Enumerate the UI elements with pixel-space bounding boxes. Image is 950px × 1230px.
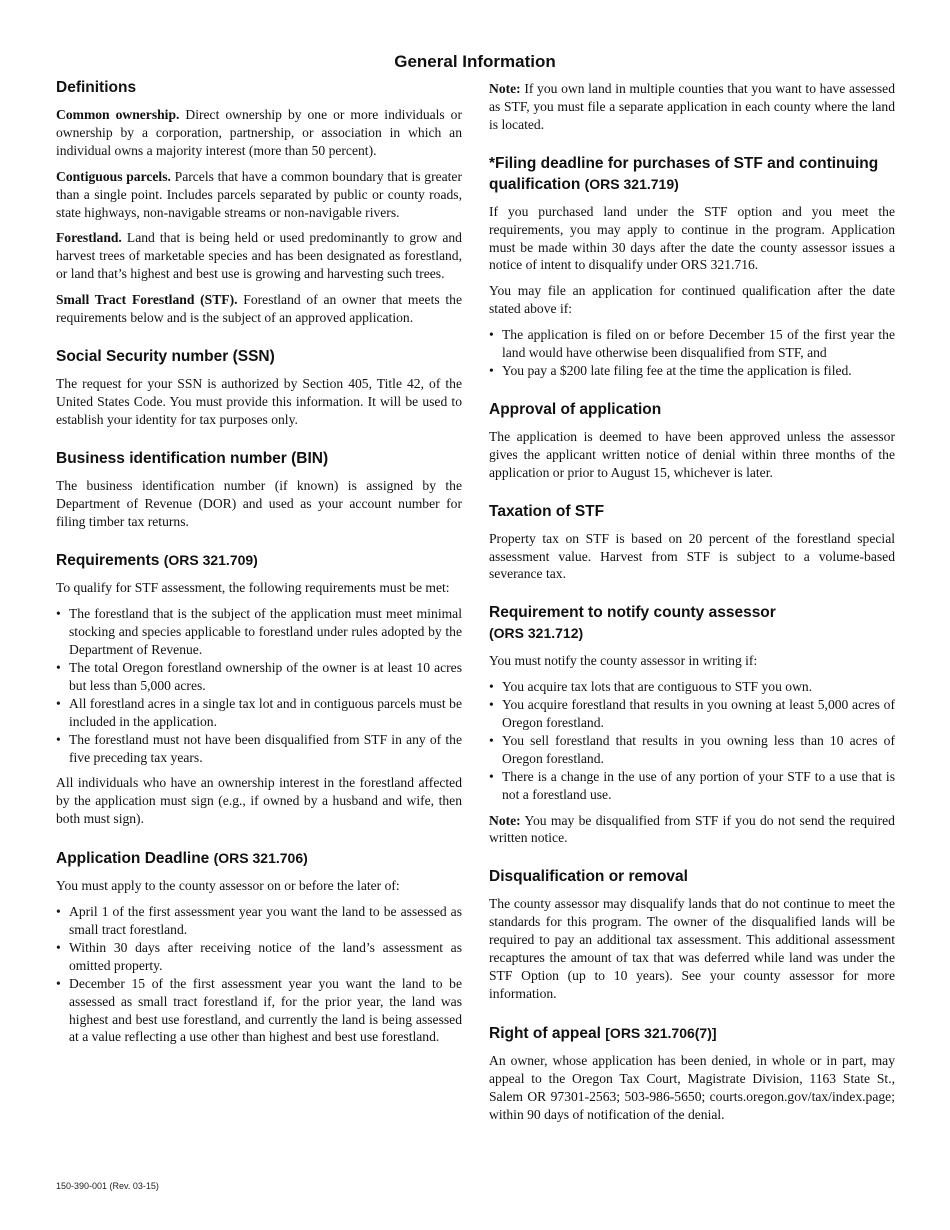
list-item: • April 1 of the first assessment year you want the land to be assessed as small tract forestland.	[56, 903, 462, 939]
statute-reference: [ORS 321.706(7)]	[605, 1024, 717, 1041]
heading-text: Requirement to notify county assessor	[489, 604, 776, 622]
requirements-heading	[56, 550, 462, 571]
list-item: • You acquire tax lots that are contiguous to STF you own.	[489, 678, 895, 696]
appeal-heading	[489, 1023, 895, 1044]
approval-text: The application is deemed to have been approved unless the assessor gives the applicant written notice of denial within three months of the application or prior to August 15, whichever is later.	[489, 428, 895, 480]
disqualification-section	[489, 867, 895, 1002]
definition-term: Small Tract Forestland (STF).	[56, 292, 238, 308]
filing-list	[489, 326, 895, 380]
definition-term: Forestland.	[56, 230, 122, 246]
notify-list	[489, 678, 895, 803]
list-item: • You sell forestland that results in you owning less than 10 acres of Oregon forestland.	[489, 732, 895, 768]
deadline-heading	[56, 848, 462, 869]
ssn-heading: Social Security number (SSN)	[56, 347, 275, 365]
ssn-section	[56, 347, 462, 429]
list-item: • You acquire forestland that results in you owning at least 5,000 acres of Oregon forestland.	[489, 696, 895, 732]
definitions-heading: Definitions	[56, 79, 137, 96]
form-number-footer: 150-390-001 (Rev. 03-15)	[56, 1181, 159, 1191]
statute-reference: (ORS 321.719)	[584, 175, 679, 192]
filing-heading	[489, 154, 895, 195]
heading-text: Application Deadline	[56, 850, 210, 868]
bin-text: The business identification number (if known) is assigned by the Department of Revenue (DOR) and used as your account number for filing timber tax returns.	[56, 477, 462, 529]
page-title: General Information	[394, 52, 556, 71]
taxation-heading: Taxation of STF	[489, 502, 605, 520]
note-text: If you own land in multiple counties that you want to have assessed as STF, you must file a separate application in each county where the land is located.	[489, 81, 896, 132]
notify-note	[489, 812, 895, 848]
definition-text: Land that is being held or used predominantly to grow and harvest trees of marketable species and has been designated as forestland, or land that’s highest and best use is growing and harvesting such trees.	[56, 230, 462, 282]
heading-text: *Filing deadline for purchases of STF and continuing qualification	[489, 154, 879, 193]
definition-term: Contiguous parcels.	[56, 168, 171, 184]
list-item: • You pay a $200 late filing fee at the time the application is filed.	[489, 362, 895, 380]
deadline-section	[56, 848, 462, 1046]
bin-section	[56, 449, 462, 531]
left-column	[56, 78, 462, 1054]
ssn-text: The request for your SSN is authorized by Section 405, Title 42, of the United States Code. You must provide this information. It will be used to establish your identity for tax purposes only.	[56, 375, 462, 427]
approval-heading: Approval of application	[489, 400, 662, 418]
right-column	[489, 80, 895, 1131]
taxation-section	[489, 502, 895, 584]
definitions-section	[56, 78, 462, 327]
list-item: • The forestland that is the subject of the application must meet minimal stocking and species applicable to forestland under rules adopted by the Department of Revenue.	[56, 605, 462, 659]
statute-reference: (ORS 321.709)	[163, 552, 258, 569]
note-label: Note:	[489, 81, 521, 96]
note-label: Note:	[489, 812, 521, 828]
filing-section	[489, 154, 895, 380]
filing-paragraph-2: You may file an application for continued qualification after the date stated above if:	[489, 283, 895, 317]
definition-common-ownership	[56, 106, 462, 160]
definition-text: Parcels that have a common boundary that is greater than a single point. Includes parcels separated by public or county roads, state highways, non-navigable streams or non-navigable rivers.	[56, 168, 462, 220]
deadline-intro: You must apply to the county assessor on or before the later of:	[56, 878, 400, 894]
requirements-signature-text: All individuals who have an ownership interest in the forestland affected by the application must sign (e.g., if owned by a husband and wife, then both must sign).	[56, 775, 462, 827]
list-item: • The forestland must not have been disqualified from STF in any of the five preceding tax years.	[56, 731, 462, 767]
notify-intro: You must notify the county assessor in writing if:	[489, 653, 758, 669]
approval-section	[489, 400, 895, 482]
bin-heading: Business identification number (BIN)	[56, 449, 329, 467]
definition-text: Forestland of an owner that meets the requirements below and is the subject of an approved application.	[56, 292, 463, 326]
statute-reference: (ORS 321.712)	[489, 625, 584, 642]
appeal-text: An owner, whose application has been denied, in whole or in part, may appeal to the Oregon Tax Court, Magistrate Division, 1163 State St., Salem OR 97301-2563; 503-986-5650; courts.oregon.gov/tax/index.page; within 90 days of notification of the denial.	[489, 1052, 895, 1122]
list-item: • Within 30 days after receiving notice of the land’s assessment as omitted property.	[56, 939, 462, 975]
definition-term: Common ownership.	[56, 107, 180, 122]
requirements-list	[56, 605, 462, 766]
filing-paragraph-1: If you purchased land under the STF option and you meet the requirements, you may apply to continue in the program. Application must be made within 30 days after the date the county assessor issues a notice of intent to disqualify under ORS 321.716.	[489, 203, 895, 273]
deadline-list	[56, 903, 462, 1046]
note-text: You may be disqualified from STF if you do not send the required written notice.	[489, 812, 895, 846]
statute-reference: (ORS 321.706)	[213, 850, 308, 867]
requirements-section	[56, 550, 462, 828]
definition-contiguous-parcels	[56, 168, 462, 222]
list-item: • All forestland acres in a single tax lot and in contiguous parcels must be included in the application.	[56, 695, 462, 731]
heading-text: Right of appeal	[489, 1024, 601, 1042]
definition-forestland	[56, 229, 462, 283]
taxation-text: Property tax on STF is based on 20 percent of the forestland special assessment value. Harvest from STF is subject to a volume-based severance tax.	[489, 530, 895, 582]
list-item: • There is a change in the use of any portion of your STF to a use that is not a forestland use.	[489, 768, 895, 804]
heading-text: Requirements	[56, 552, 160, 570]
definition-text: Direct ownership by one or more individuals or ownership by a corporation, partnership, or association in which an individual owns a majority interest (more than 50 percent).	[56, 107, 463, 158]
appeal-section	[489, 1023, 895, 1124]
notify-section	[489, 603, 895, 847]
list-item: • December 15 of the first assessment year you want the land to be assessed as small tract forestland if, for the prior year, the land was highest and best use forestland, and currently the land is being assessed at a value reflecting a use other than highest and best use forestland.	[56, 975, 462, 1047]
definition-stf	[56, 291, 462, 327]
requirements-intro: To qualify for STF assessment, the following requirements must be met:	[56, 580, 450, 596]
disqualification-text: The county assessor may disqualify lands that do not continue to meet the standards for this program. The owner of the disqualified lands will be required to pay an additional tax assessment. This additional assessment recaptures the amount of tax that was deferred while land was under the STF Option (up to 10 years). See your county assessor for more information.	[489, 896, 895, 1001]
list-item: • The total Oregon forestland ownership of the owner is at least 10 acres but less than 5,000 acres.	[56, 659, 462, 695]
notify-heading	[489, 603, 895, 644]
disqualification-heading: Disqualification or removal	[489, 868, 688, 886]
note-multiple-counties	[489, 80, 895, 134]
list-item: • The application is filed on or before December 15 of the first year the land would have otherwise been disqualified from STF, and	[489, 326, 895, 362]
